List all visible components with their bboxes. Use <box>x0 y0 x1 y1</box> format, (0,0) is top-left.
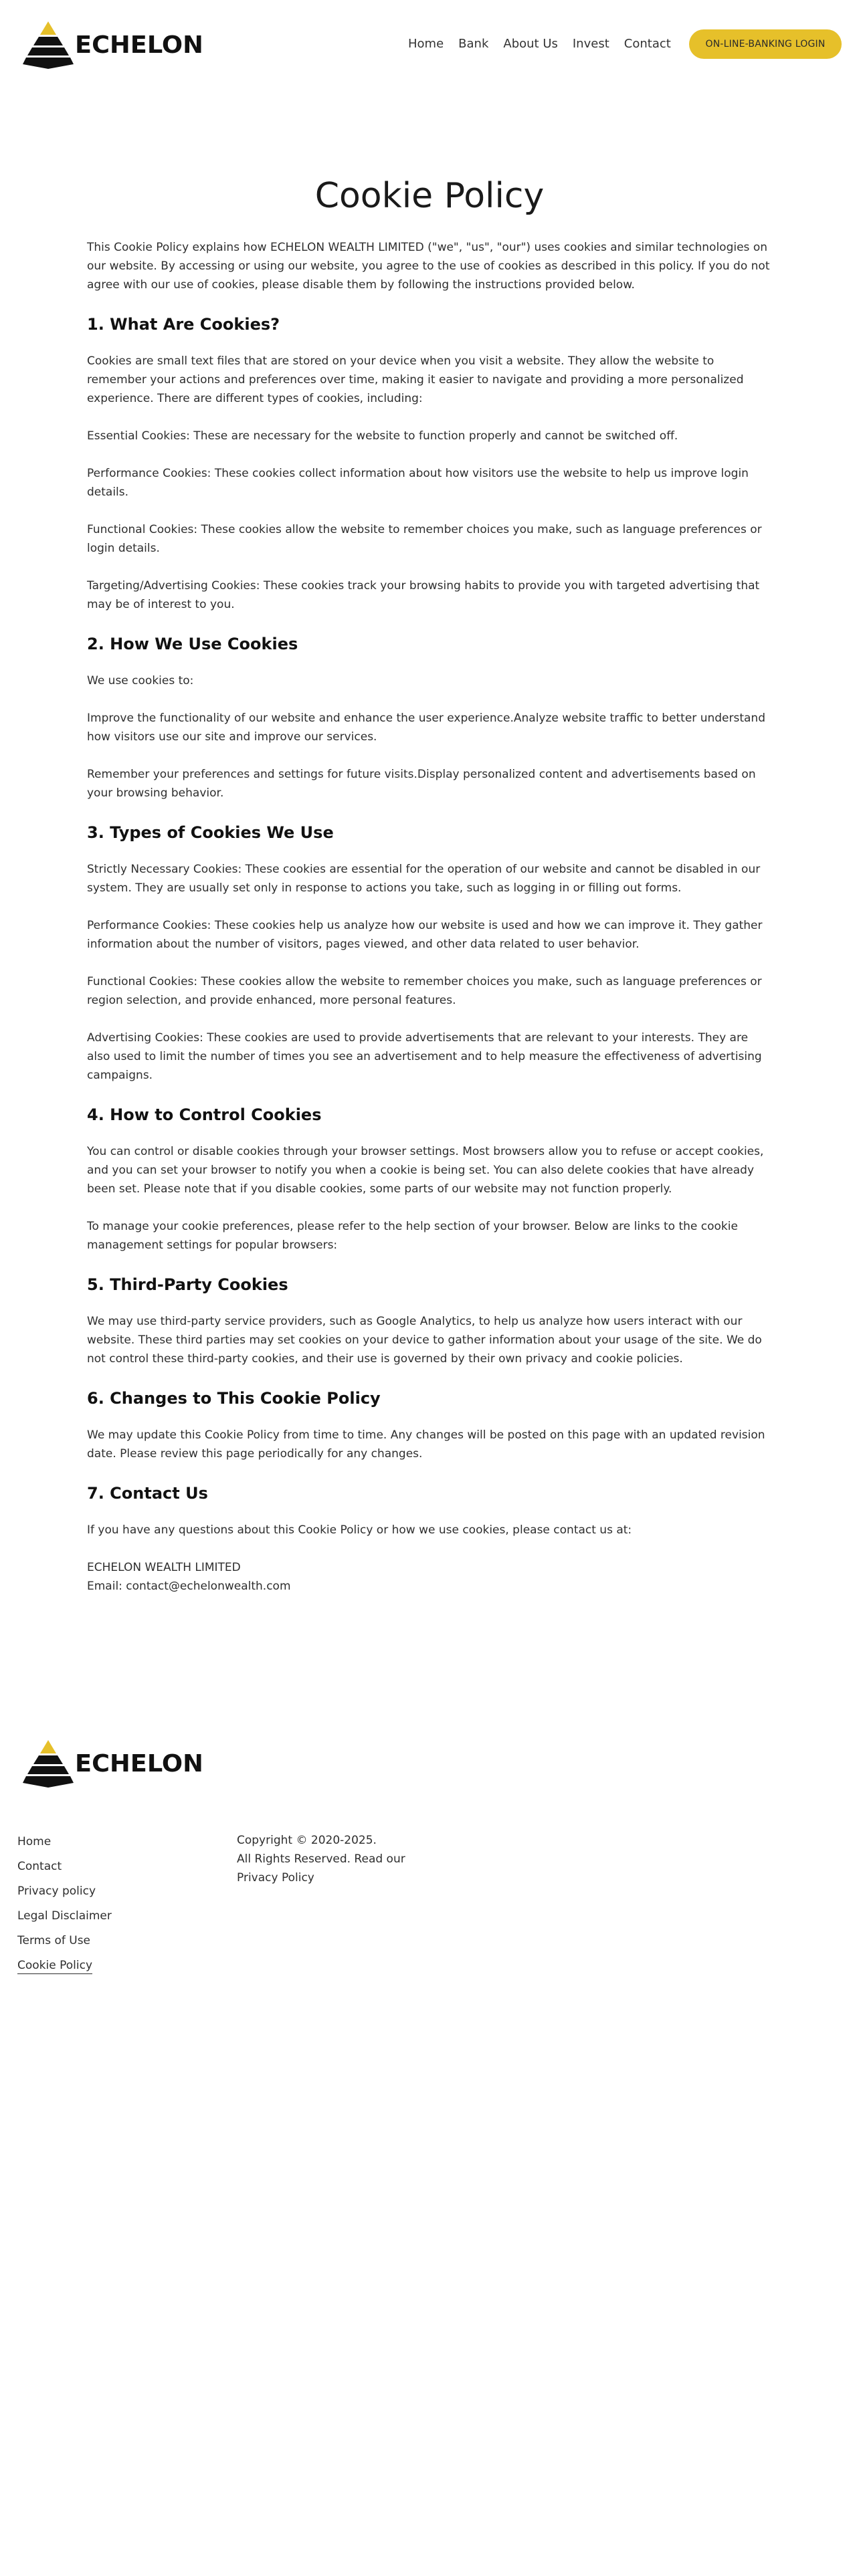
section-paragraph: You can control or disable cookies through your browser settings. Most browsers allow you to refuse or accept cookies, and you can set your browser to notify you when a cookie is being set. You can also delete cookies that have already been set. Please note that if you disable cookies, some parts of our website may not function properly. <box>87 1145 764 1196</box>
section-paragraph: Cookies are small text files that are stored on your device when you visit a website. They allow the website to remember your actions and preferences over time, making it easier to navigate and providing a more personalized experience. There are different types of cookies, including: <box>87 354 744 405</box>
section-paragraph: Strictly Necessary Cookies: These cookies are essential for the operation of our website and cannot be disabled in our system. They are usually set only in response to actions you take, such as logging in or filling out forms. <box>87 863 761 895</box>
brand-name: ECHELON <box>75 31 203 59</box>
contact-details <box>87 1558 772 1596</box>
contact-company: ECHELON WEALTH LIMITED <box>87 1561 241 1574</box>
nav-about-us[interactable]: About Us <box>503 37 558 51</box>
section-paragraph: If you have any questions about this Cookie Policy or how we use cookies, please contact us at: <box>87 1523 632 1537</box>
section-heading: 1. What Are Cookies? <box>87 315 280 334</box>
section-paragraph: Functional Cookies: These cookies allow the website to remember choices you make, such as language preferences or login details. <box>87 523 762 555</box>
section-paragraph: Advertising Cookies: These cookies are used to provide advertisements that are relevant to your interests. They are also used to limit the number of times you see an advertisement and to help measure the effectiveness of advertising campaigns. <box>87 1031 762 1082</box>
online-banking-login-button[interactable]: ON-LINE-BANKING LOGIN <box>689 29 842 59</box>
contact-email[interactable]: Email: contact@echelonwealth.com <box>87 1580 291 1593</box>
nav-contact[interactable]: Contact <box>624 37 671 51</box>
footer-link-privacy-policy[interactable]: Privacy policy <box>17 1885 96 1898</box>
section-what-are-cookies <box>87 313 772 614</box>
footer-link-terms-of-use[interactable]: Terms of Use <box>17 1934 91 1947</box>
section-contact-us <box>87 1482 772 1596</box>
section-how-to-control-cookies <box>87 1103 772 1255</box>
section-paragraph: Performance Cookies: These cookies help us analyze how our website is used and how we can improve it. They gather information about the number of visitors, pages viewed, and other data related to user behavior. <box>87 919 763 951</box>
footer-link-home[interactable]: Home <box>17 1835 52 1848</box>
section-paragraph: Targeting/Advertising Cookies: These cookies track your browsing habits to provide you with targeted advertising that may be of interest to you. <box>87 579 760 611</box>
section-changes-to-policy <box>87 1387 772 1463</box>
header-logo[interactable] <box>23 20 201 70</box>
intro-paragraph: This Cookie Policy explains how ECHELON WEALTH LIMITED ("we", "us", "our") uses cookies and similar technologies on our website. By accessing or using our website, you agree to the use of cookies as described in this policy. If you do not agree with our use of cookies, please disable them by following the instructions provided below. <box>87 241 770 292</box>
footer-link-cookie-policy[interactable]: Cookie Policy <box>17 1959 92 1974</box>
privacy-policy-link[interactable]: Privacy Policy <box>237 1871 314 1885</box>
copyright <box>237 1831 411 1887</box>
section-paragraph: We may use third-party service providers, such as Google Analytics, to help us analyze how users interact with our website. These third parties may set cookies on your device to gather information about your usage of the site. We do not control these third-party cookies, and their use is governed by their own privacy and cookie policies. <box>87 1315 762 1366</box>
section-paragraph: To manage your cookie preferences, please refer to the help section of your browser. Below are links to the cookie management settings for popular browsers: <box>87 1220 738 1252</box>
section-types-of-cookies <box>87 821 772 1085</box>
site-footer <box>0 1732 859 2013</box>
section-how-we-use-cookies <box>87 633 772 802</box>
section-paragraph: Remember your preferences and settings for future visits.Display personalized content and advertisements based on your browsing behavior. <box>87 768 756 800</box>
section-paragraph: We use cookies to: <box>87 674 194 687</box>
copyright-line: All Rights Reserved. Read our <box>237 1852 405 1866</box>
section-paragraph: Improve the functionality of our website and enhance the user experience.Analyze website traffic to better understand how visitors use our site and improve our services. <box>87 712 765 744</box>
copyright-line: Copyright © 2020-2025. <box>237 1834 377 1847</box>
site-header <box>0 0 859 90</box>
pyramid-logo-icon <box>23 20 74 70</box>
main-nav <box>408 33 686 55</box>
section-heading: 3. Types of Cookies We Use <box>87 823 334 842</box>
footer-link-legal-disclaimer[interactable]: Legal Disclaimer <box>17 1909 112 1923</box>
nav-invest[interactable]: Invest <box>572 37 609 51</box>
brand-name: ECHELON <box>75 1749 203 1778</box>
section-paragraph: We may update this Cookie Policy from time to time. Any changes will be posted on this page with an updated revision date. Please review this page periodically for any changes. <box>87 1428 765 1461</box>
section-heading: 7. Contact Us <box>87 1484 208 1503</box>
section-paragraph: Functional Cookies: These cookies allow the website to remember choices you make, such as language preferences or region selection, and provide enhanced, more personal features. <box>87 975 762 1007</box>
footer-logo[interactable] <box>23 1739 201 1788</box>
page-title: Cookie Policy <box>314 176 545 216</box>
section-heading: 6. Changes to This Cookie Policy <box>87 1389 381 1408</box>
nav-home[interactable]: Home <box>408 37 444 51</box>
section-heading: 2. How We Use Cookies <box>87 635 298 653</box>
section-heading: 4. How to Control Cookies <box>87 1105 322 1124</box>
footer-link-contact[interactable]: Contact <box>17 1860 62 1873</box>
pyramid-logo-icon <box>23 1739 74 1788</box>
footer-links <box>17 1830 112 1978</box>
section-third-party-cookies <box>87 1273 772 1368</box>
cookie-policy-content <box>87 173 772 1596</box>
section-paragraph: Performance Cookies: These cookies collect information about how visitors use the website to help us improve login details. <box>87 467 749 499</box>
section-paragraph: Essential Cookies: These are necessary for the website to function properly and cannot be switched off. <box>87 429 678 443</box>
section-heading: 5. Third-Party Cookies <box>87 1275 288 1294</box>
nav-bank[interactable]: Bank <box>458 37 489 51</box>
